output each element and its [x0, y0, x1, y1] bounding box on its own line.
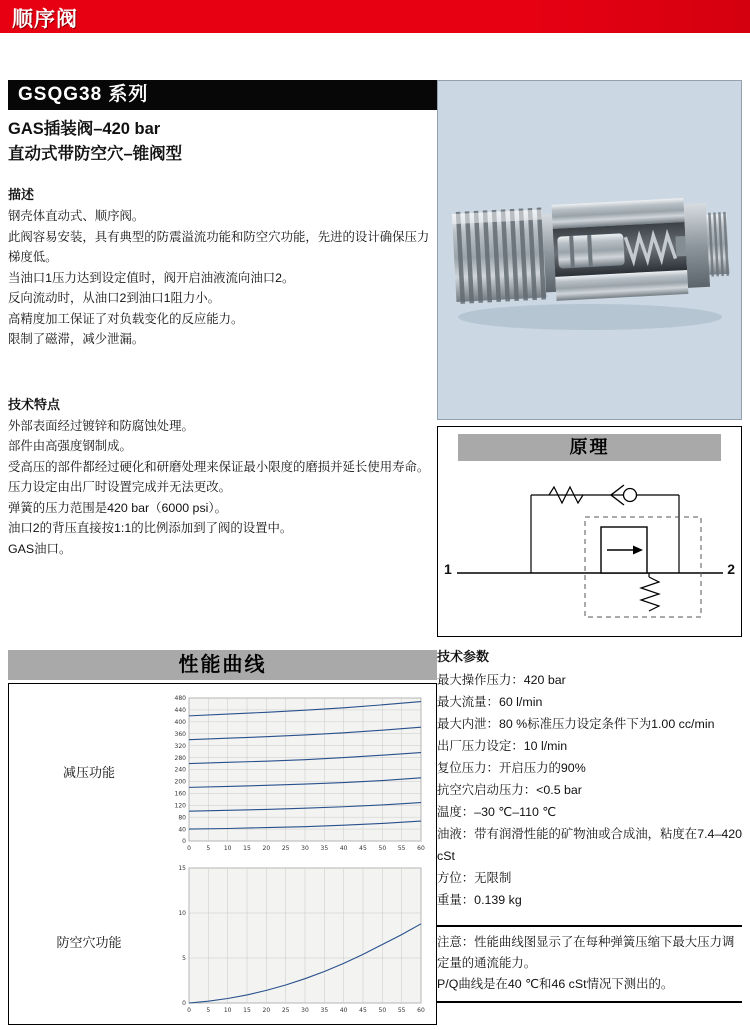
charts-panel: [8, 683, 437, 1025]
principle-section: [437, 426, 742, 637]
left-column: [8, 80, 437, 559]
svg-text:25: 25: [281, 1007, 290, 1014]
svg-text:0: 0: [182, 838, 186, 846]
svg-text:15: 15: [243, 1007, 251, 1014]
series-title-bar: GSQG38 系列: [8, 80, 437, 110]
chart1-label: 减压功能: [62, 765, 115, 780]
svg-text:45: 45: [359, 1007, 367, 1014]
valve-cutaway-illustration: [438, 81, 741, 419]
parameter-item: 最大操作压力：420 bar: [437, 673, 566, 687]
description-line: 钢壳体直动式、顺序阀。: [8, 209, 145, 223]
svg-text:30: 30: [301, 845, 309, 852]
parameter-item: 抗空穴启动压力：<0.5 bar: [437, 783, 582, 797]
svg-text:5: 5: [206, 845, 211, 852]
svg-text:25: 25: [281, 845, 290, 852]
svg-text:60: 60: [417, 845, 425, 852]
svg-text:5: 5: [206, 1007, 211, 1014]
product-photo-valve-cutaway: [437, 80, 742, 420]
svg-text:240: 240: [174, 766, 186, 774]
note-line-2: P/Q曲线是在40 ℃和46 cSt情况下测出的。: [437, 977, 674, 991]
page-banner: [0, 0, 750, 33]
svg-text:0: 0: [187, 1007, 191, 1014]
svg-text:35: 35: [320, 845, 329, 852]
parameter-item: 油液：带有润滑性能的矿物油或合成油，粘度在7.4–420 cSt: [437, 827, 742, 863]
feature-line: 受高压的部件都经过硬化和研磨处理来保证最小限度的磨损并延长使用寿命。: [8, 459, 430, 474]
svg-text:15: 15: [243, 845, 251, 852]
svg-text:160: 160: [174, 790, 186, 798]
parameter-item: 复位压力：开启压力的90%: [437, 761, 586, 775]
svg-text:10: 10: [178, 910, 186, 918]
feature-line: 弹簧的压力范围是420 bar（6000 psi）。: [8, 500, 227, 515]
description-line: 反向流动时，从油口2到油口1阻力小。: [8, 291, 221, 305]
description-line: 此阀容易安装，具有典型的防震溢流功能和防空穴功能，先进的设计确保压力梯度低。: [8, 229, 430, 264]
svg-text:30: 30: [301, 1007, 309, 1014]
svg-text:60: 60: [417, 1007, 425, 1014]
svg-text:10: 10: [223, 845, 232, 852]
svg-text:10: 10: [223, 1007, 232, 1014]
parameters-list: [437, 669, 742, 911]
feature-line: GAS油口。: [8, 541, 72, 556]
svg-text:400: 400: [174, 719, 186, 727]
svg-text:15: 15: [178, 865, 186, 873]
svg-text:80: 80: [178, 814, 186, 822]
description-line: 当油口1压力达到设定值时，阀开启油液流向油口2。: [8, 270, 295, 285]
features-text: [8, 416, 437, 560]
svg-text:200: 200: [174, 778, 186, 786]
features-heading: 技术特点: [8, 396, 61, 412]
parameter-item: 重量：0.139 kg: [437, 893, 522, 907]
note-line-1: 注意：性能曲线图显示了在每种弹簧压缩下最大压力调定量的通流能力。: [437, 935, 735, 970]
feature-line: 部件由高强度钢制成。: [8, 439, 132, 453]
svg-text:55: 55: [397, 1007, 406, 1014]
svg-text:280: 280: [174, 754, 186, 762]
svg-text:40: 40: [339, 845, 348, 852]
parameter-item: 最大流量：60 l/min: [437, 695, 543, 709]
port-1-label: 1: [444, 561, 452, 577]
svg-text:40: 40: [339, 1007, 348, 1014]
svg-text:55: 55: [397, 845, 406, 852]
page-title: 顺序阀: [12, 8, 78, 31]
svg-text:320: 320: [174, 742, 186, 750]
svg-text:50: 50: [378, 845, 387, 852]
subtitle-line-2: 直动式带防空穴–锥阀型: [8, 145, 183, 163]
feature-line: 外部表面经过镀锌和防腐蚀处理。: [8, 418, 194, 433]
chart2-label: 防空穴功能: [56, 935, 122, 950]
svg-text:50: 50: [378, 1007, 387, 1014]
description-text: [8, 206, 437, 350]
parameter-item: 方位：无限制: [437, 871, 512, 885]
svg-text:0: 0: [182, 1000, 186, 1008]
parameter-item: 出厂压力设定：10 l/min: [437, 739, 568, 753]
parameters-heading: 技术参数: [437, 649, 490, 664]
description-line: 限制了磁滞，减少泄漏。: [8, 332, 145, 346]
performance-heading: 性能曲线: [8, 650, 437, 680]
principle-heading: 原理: [458, 434, 721, 461]
notes-section: [437, 925, 742, 1003]
svg-text:360: 360: [174, 730, 186, 738]
parameter-item: 温度：–30 ℃–110 ℃: [437, 805, 557, 819]
subtitle-line-1: GAS插装阀–420 bar: [8, 120, 161, 138]
svg-text:5: 5: [182, 955, 186, 963]
parameters-section: [437, 646, 742, 911]
svg-text:20: 20: [262, 845, 271, 852]
port-2-label: 2: [727, 561, 735, 577]
feature-line: 压力设定由出厂时设置完成并无法更改。: [8, 480, 232, 494]
svg-text:480: 480: [174, 695, 186, 703]
svg-text:35: 35: [320, 1007, 329, 1014]
svg-text:120: 120: [174, 802, 186, 810]
description-heading: 描述: [8, 187, 35, 202]
description-line: 高精度加工保证了对负载变化的反应能力。: [8, 311, 244, 326]
svg-text:0: 0: [187, 845, 191, 852]
right-column: [437, 80, 742, 1003]
svg-text:40: 40: [178, 826, 186, 834]
hydraulic-symbol-diagram: [439, 469, 740, 631]
relief-function-chart: [167, 692, 429, 854]
svg-text:20: 20: [262, 1007, 271, 1014]
performance-section: [8, 650, 437, 1025]
product-subtitle: [8, 117, 437, 167]
feature-line: 油口2的背压直接按1:1的比例添加到了阀的设置中。: [8, 521, 293, 535]
svg-text:45: 45: [359, 845, 367, 852]
svg-text:440: 440: [174, 707, 186, 715]
anti-cavitation-chart: [167, 862, 429, 1016]
parameter-item: 最大内泄：80 %标准压力设定条件下为1.00 cc/min: [437, 717, 715, 731]
